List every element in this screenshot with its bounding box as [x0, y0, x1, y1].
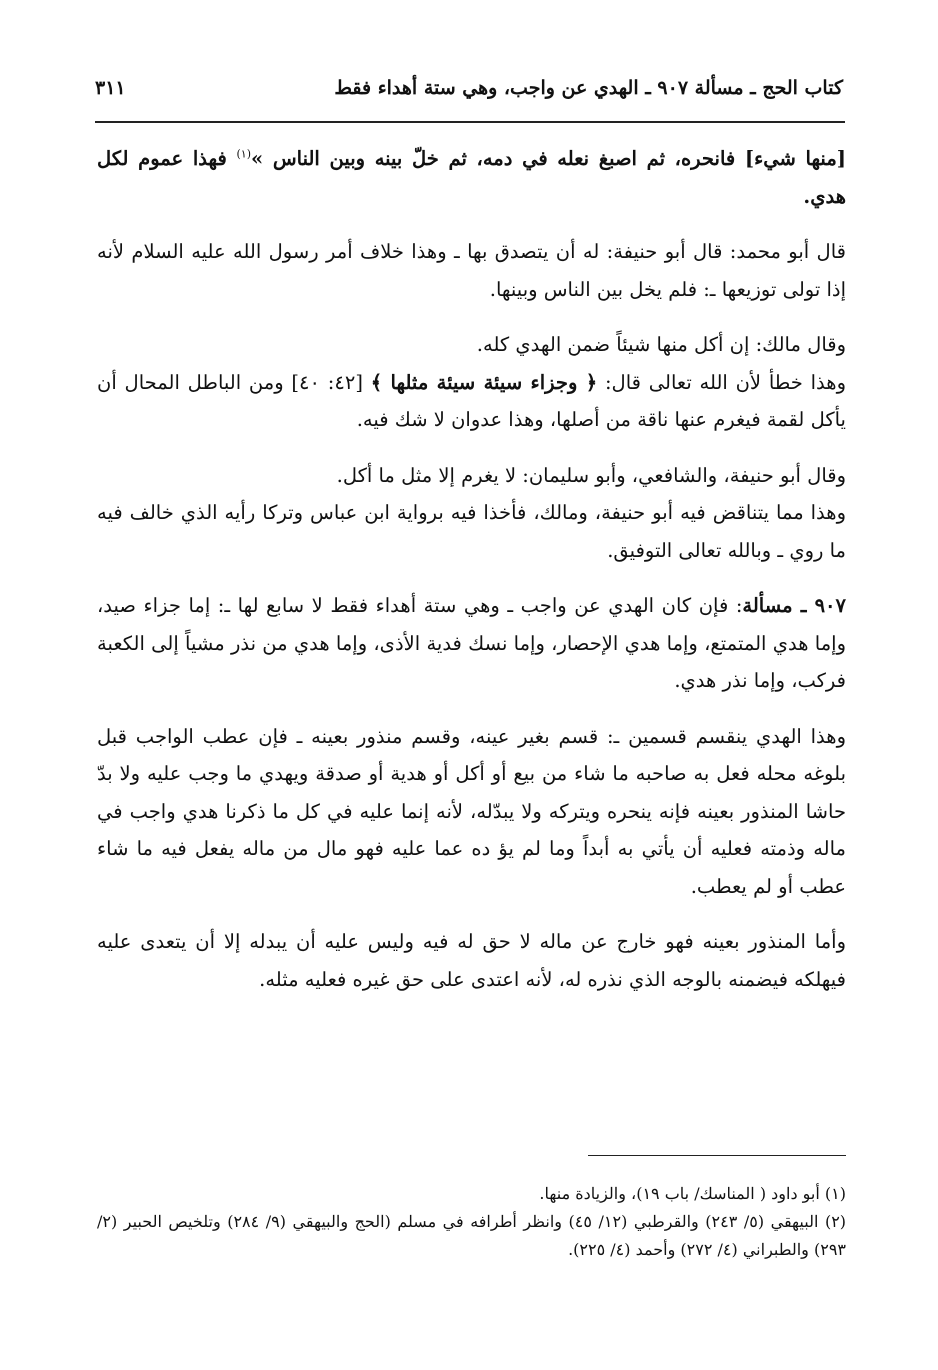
paragraph-2: قال أبو محمد: قال أبو حنيفة: له أن يتصدق بها ـ وهذا خلاف أمر رسول الله عليه السلام لأنه إذا تولى توزيعها ـ: فلم يخل بين الناس وبينها.	[97, 240, 846, 301]
paragraph-9: وأما المنذور بعينه فهو خارج عن ماله لا حق له فيه وليس عليه أن يبدله إلا أن يتعدى عليه فيهلكه فيضمنه بالوجه الذي نذره له، لأنه اعتدى على حق غيره فعليه مثله.	[97, 930, 846, 991]
paragraph-6: وهذا مما يتناقض فيه أبو حنيفة، ومالك، فأخذا فيه برواية ابن عباس وتركا رأيه الذي خالف فيه ما روي ـ وبالله تعالى التوفيق.	[97, 501, 846, 562]
header-rule	[95, 121, 845, 123]
paragraph-1-tail: فهذا عموم لكل هدي.	[97, 147, 846, 208]
footnotes	[97, 1180, 846, 1264]
paragraph-5: وقال أبو حنيفة، والشافعي، وأبو سليمان: لا يغرم إلا مثل ما أكل.	[336, 463, 846, 487]
main-text	[97, 140, 846, 998]
paragraph-7-text: : فإن كان الهدي عن واجب ـ وهي ستة أهداء فقط لا سابع لها ـ: إما جزاء صيد، وإما هدي المتمتع، وإما هدي الإحصار، وإما نسك فدية الأذى، وإما هدي من نذر مشياً إلى الكعبة فركب، وإما نذر هدي.	[97, 594, 846, 692]
paragraph-4	[97, 364, 846, 439]
running-header	[95, 66, 843, 110]
hadith-text: [منها شيء] فانحره، ثم اصبغ نعله في دمه، ثم خلّ بينه وبين الناس »	[250, 147, 846, 170]
issue-number: ٩٠٧ ـ مسألة	[742, 594, 846, 617]
paragraph-4-post: [٤٢: ٤٠] ومن الباطل المحال أن يأكل لقمة فيغرم عنها ناقة من أصلها، وهذا عدوان لا شك فيه.	[97, 370, 846, 431]
footnote-ref-1: (١)	[236, 147, 251, 161]
paragraph-7	[97, 587, 846, 700]
paragraph-3: وقال مالك: إن أكل منها شيئاً ضمن الهدي كله.	[476, 333, 846, 356]
footnote-2: (٢) البيهقي (٥/ ٢٤٣) والقرطبي (١٢/ ٤٥) وانظر أطرافه في مسلم (الحج والبيهقي (٩/ ٢٨٤) وتلخيص الحبير (٢/ ٢٩٣) والطبراني (٤/ ٢٧٢) وأحمد (٤/ ٢٢٥).	[97, 1212, 847, 1259]
footnote-1: (١) أبو داود ( المناسك/ باب ١٩)، والزيادة منها.	[539, 1184, 846, 1203]
paragraph-4-pre: وهذا خطأ لأن الله تعالى قال:	[597, 370, 846, 394]
running-title: كتاب الحج ـ مسألة ٩٠٧ ـ الهدي عن واجب، وهي ستة أهداء فقط	[334, 77, 843, 99]
page-number: ٣١١	[95, 77, 126, 99]
footnote-rule	[588, 1155, 846, 1156]
quran-quote: ﴿ وجزاء سيئة سيئة مثلها ﴾	[370, 370, 598, 394]
paragraph-1	[97, 140, 846, 215]
paragraph-8: وهذا الهدي ينقسم قسمين ـ: قسم بغير عينه، وقسم منذور بعينه ـ فإن عطب الواجب قبل بلوغه محله فعل به صاحبه ما شاء من بيع أو أكل أو هدية أو صدقة ويهدي ما وجب عليه ولا بدّ حاشا المنذور بعينه فإنه ينحره ويتركه ولا يبدّله، لأنه إنما عليه في كل ما ذكرنا هدي واجب في ماله وذمته فعليه أن يأتي به أبداً وما لم يؤ ده عما عليه فهو مال من ماله يفعل فيه ما شاء عطب أو لم يعطب.	[97, 724, 846, 898]
